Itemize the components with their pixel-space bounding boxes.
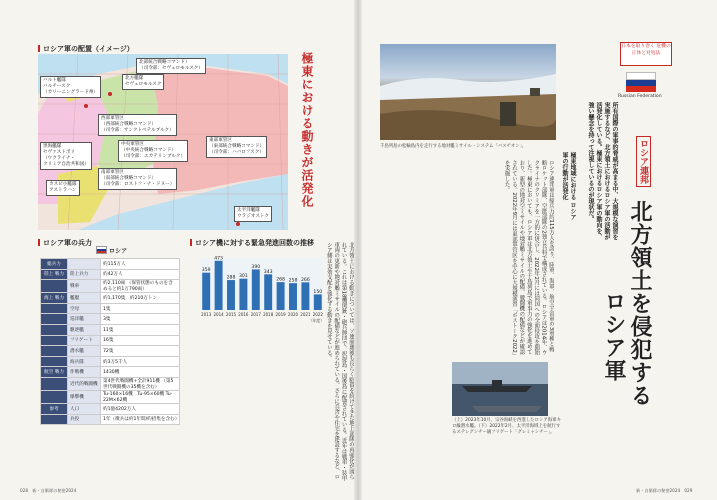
table-row — [41, 324, 180, 335]
callout-pacific-fleet: 太平洋艦隊 ウラジオストク — [234, 206, 272, 222]
strength-country: ロシア — [96, 246, 127, 255]
row-category — [41, 335, 68, 346]
tick-label: 2013 — [201, 312, 212, 317]
row-value: 約1,170隻 約210万トン — [101, 293, 180, 304]
row-category — [41, 324, 68, 335]
row-category: 陸上 戦力 — [41, 269, 68, 280]
row-value: 約42万人 — [101, 269, 180, 280]
row-category — [41, 346, 68, 357]
row-item: 近代的戦闘機 — [68, 377, 101, 390]
data-label: 288 — [226, 275, 236, 281]
photo-landscape — [380, 44, 556, 140]
row-value: 16隻 — [101, 335, 180, 346]
row-value: 約1億4202万人 — [101, 403, 180, 414]
chart-title: ロシア機に対する緊急発進回数の推移 — [190, 238, 314, 248]
main-title-line2: ロシア軍 — [601, 290, 626, 382]
table-row — [41, 269, 180, 280]
right-body-text: ロシア連邦軍は総兵力約115万人を誇り、陸軍、海軍、航空宇宙軍の3軍種と戦略ロケット部隊、空挺部隊の2独立兵科で構成されている。ロシアは2014年、ウクライナのクリミアを一方的に併合し、2022年2月には同国への全面侵攻を開始した。極東においても、ロシア軍は北方領土や千島列島で軍事力の強化を進めており、新型の地対空ミサイルや地対艦ミサイルの配備、戦闘機の配備などが確認されている。2022年9月には東部軍管区を中心に大規模演習「ボストーク2022」を実施した。 — [503, 160, 554, 356]
table-row — [41, 314, 180, 325]
tick-label: 2014 — [213, 312, 224, 317]
row-category: 航空 戦力 — [41, 367, 68, 378]
lead-text: 所有国際の軍事的脅威が高まる中、大規模な演習を実施するなど、北方領土におけるロシア軍の活動が活発化している。極東におけるロシア軍の動向を、強い懸念を持って注視しているのが現状だ。 — [587, 102, 618, 240]
table-row — [41, 367, 180, 378]
row-category — [41, 390, 68, 403]
photo-missile-system — [380, 44, 556, 140]
bar — [202, 273, 210, 310]
series-tag: 日本を取り巻く 危機の正体と対処法 — [620, 42, 672, 66]
row-value: 1年（徴兵は約1年間/約招集を含む） — [101, 414, 180, 425]
flag-label: Russian Federation — [618, 94, 662, 99]
row-value: 1430機 — [101, 367, 180, 378]
table-row — [41, 280, 180, 293]
row-item: 戦車 — [68, 280, 101, 293]
photo-ships — [452, 362, 548, 416]
tick-label: 2018 — [263, 312, 274, 317]
row-value: 約2,110両 （保管状態のものを含めると約1万790両） — [101, 280, 180, 293]
row-item: 海兵隊 — [68, 356, 101, 367]
row-value: 約3万5千人 — [101, 356, 180, 367]
row-category — [41, 314, 68, 325]
row-item: 陸上兵力 — [68, 269, 101, 280]
data-label: 150 — [313, 289, 323, 295]
callout-baltic-fleet: バルト艦隊 バルチースク （カリーニングラード州） — [40, 76, 101, 98]
row-value: 1隻 — [101, 303, 180, 314]
row-item: 作戦機 — [68, 367, 101, 378]
row-category: 海上 戦力 — [41, 293, 68, 304]
row-item: 兵役 — [68, 414, 101, 425]
data-label: 268 — [276, 277, 285, 283]
table-row — [41, 377, 180, 390]
row-item: 潜水艦 — [68, 346, 101, 357]
map-section-title: ロシア軍の配置（イメージ） — [38, 44, 134, 54]
data-label: 359 — [201, 268, 211, 274]
photo-submarine — [452, 362, 548, 416]
table-row — [41, 303, 180, 314]
footer-right: 新・自衛隊の秘密2024 029 — [636, 488, 693, 493]
callout-northern-command: 北部統合戦略コマンド） （司令部：セヴェロモルスク） — [136, 58, 206, 74]
deployment-map — [38, 54, 288, 230]
row-category: 参考 — [41, 403, 68, 414]
bar — [227, 280, 235, 310]
strength-section-title: ロシア軍の兵力 — [38, 238, 92, 248]
row-value: 3隻 — [101, 314, 180, 325]
tick-label: 2015 — [225, 312, 237, 317]
data-label: 258 — [288, 278, 298, 284]
row-value: 第4世代戦闘機+全計911機 （第5世代戦闘機の35機を含む） — [101, 377, 180, 390]
tick-label: 2016 — [238, 312, 249, 317]
data-label: 473 — [214, 256, 223, 262]
row-category — [41, 280, 68, 293]
russian-flag-icon — [626, 72, 656, 90]
bar — [314, 294, 322, 310]
photo-top-caption: 千島列島の松輪島内を走行する地対艦ミサイル・システム「バスチオン」。 — [380, 144, 527, 149]
x-suffix: （年度） — [308, 318, 324, 323]
callout-southern-district: 南部軍管区 （南部統合戦略コマンド） （司令部：ロストフ・ナ・ドヌー） — [98, 168, 177, 190]
table-row — [41, 335, 180, 346]
callout-northern-fleet: 北方艦隊 セヴェロモルスク — [122, 74, 164, 90]
row-item: 駆逐艦 — [68, 324, 101, 335]
section-sidehead: 極東地域における ロシア軍の行動が活発化 — [561, 152, 576, 221]
callout-eastern-district: 東部軍管区 （東部統合戦略コマンド） （司令部：ハバロフスク） — [206, 136, 267, 158]
data-label: 266 — [301, 277, 310, 283]
table-row — [41, 259, 180, 270]
row-item: フリゲート — [68, 335, 101, 346]
row-category: 総兵力 — [41, 259, 68, 270]
footer-left: 028 新・自衛隊の秘密2024 — [20, 488, 77, 493]
row-category — [41, 377, 68, 390]
callout-central-district: 中央軍管区 （中央統合戦略コマンド） （司令部：エカテリンブルク） — [118, 140, 188, 162]
row-item: 爆撃機 — [68, 390, 101, 403]
bar — [252, 269, 260, 310]
bar — [301, 282, 309, 310]
vertical-heading: 極東における動きが活発化 — [300, 52, 314, 208]
table-row — [41, 390, 180, 403]
row-item — [68, 259, 101, 270]
tick-label: 2021 — [300, 312, 311, 317]
bar — [277, 282, 285, 310]
russia-flag-icon — [96, 246, 107, 254]
row-value: Tu-160×16機 Tu-95×60機 Tu-22M×62機 — [101, 390, 180, 403]
bar — [289, 283, 297, 310]
row-category — [41, 414, 68, 425]
row-value: 11隻 — [101, 324, 180, 335]
tick-label: 2022 — [312, 312, 323, 317]
left-body-text: 北方領土における動きについては、ソ連崩壊後も長らく駐留を続けてきた地上部隊の再強化が図られている。これは第18機関銃・砲兵師団で、択捉島・国後島に配置されている。近年は戦車・装甲車両の更新や地対艦ミサイルの配備などが進められている。さらに兵舎や住宅を建設するなど、ロシア側は実効支配を強化する動きを見せている。 — [325, 242, 354, 482]
photo-bottom-caption: （上）2023年10月、宗谷海峡を西進したロシア海軍キロ級潜水艦。（下）2022年2月、太平洋海域上を航行するステレグシチー級フリゲート「グレミャシチー」。 — [452, 418, 561, 435]
callout-western-district: 西部軍管区 （西部統合戦略コマンド） （司令部：サンクトペテルブルク） — [98, 114, 177, 136]
bar — [264, 274, 272, 310]
callout-caspian-flotilla: カスピ小艦隊 アストラハン — [46, 180, 80, 196]
callout-black-sea-fleet: 黒海艦隊 セヴァストポリ （ウクライナ・ クリミア自治共和国） — [40, 142, 92, 170]
tick-label: 2017 — [250, 312, 261, 317]
data-label: 301 — [239, 274, 248, 280]
data-label: 390 — [251, 264, 261, 270]
row-item: 艦艇 — [68, 293, 101, 304]
row-item: 巡洋艦 — [68, 314, 101, 325]
scramble-chart — [190, 248, 330, 324]
tick-label: 2019 — [275, 312, 286, 317]
table-row — [41, 356, 180, 367]
row-category — [41, 303, 68, 314]
table-row — [41, 346, 180, 357]
row-value: 約115万人 — [101, 259, 180, 270]
row-category — [41, 356, 68, 367]
row-item: 空母 — [68, 303, 101, 314]
bar — [215, 261, 223, 310]
tick-label: 2020 — [287, 312, 299, 317]
gutter — [354, 0, 362, 500]
table-row — [41, 414, 180, 425]
row-item: 人口 — [68, 403, 101, 414]
main-title-line1: 北方領土を侵犯する — [627, 200, 652, 407]
data-label: 343 — [263, 269, 273, 275]
row-value: 72隻 — [101, 346, 180, 357]
table-row — [41, 293, 180, 304]
strength-table — [40, 258, 180, 425]
bar — [239, 279, 247, 310]
table-row — [41, 403, 180, 414]
country-tag: ロシア連邦 — [636, 136, 651, 187]
